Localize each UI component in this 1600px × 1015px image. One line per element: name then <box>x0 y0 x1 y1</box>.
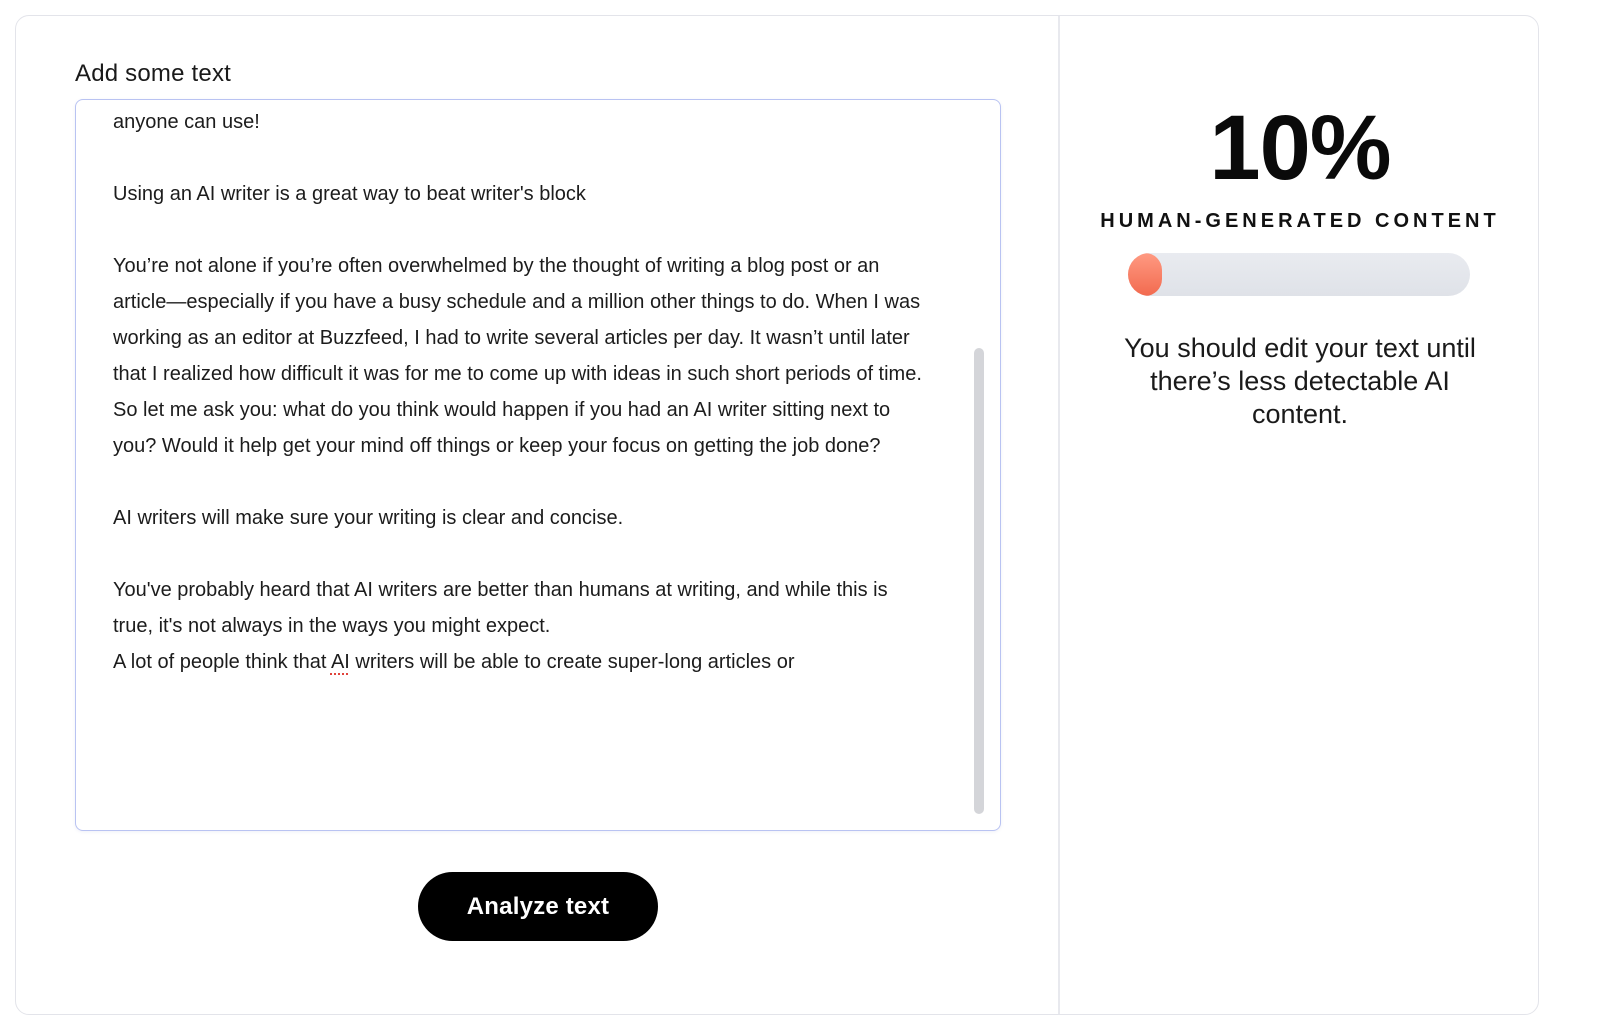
result-panel <box>1060 16 1540 1014</box>
paragraph: AI writers will make sure your writing is clear and concise. <box>113 507 624 529</box>
editor-content[interactable] <box>113 104 933 680</box>
editor-scrollbar[interactable] <box>974 348 984 814</box>
detector-card <box>15 15 1539 1015</box>
text-input-area[interactable] <box>75 99 1001 831</box>
human-score-bar-fill <box>1128 253 1162 296</box>
paragraph: You’re not alone if you’re often overwhelmed by the thought of writing a blog post or an article—especially if you have a busy schedule and a million other things to do. When I was working as an editor at Buzzfeed, I had to write several articles per day. It wasn’t until later that I realized how difficult it was for me to come up with ideas in such short periods of time. <box>113 255 926 385</box>
score-caption: HUMAN-GENERATED CONTENT <box>1100 210 1500 232</box>
paragraph-text: writers will be able to create super-long articles or <box>349 651 795 673</box>
spellcheck-flagged-word[interactable]: AI <box>330 651 350 673</box>
input-label: Add some text <box>75 60 232 87</box>
human-score-bar <box>1128 253 1470 296</box>
advice-text: You should edit your text until there’s less detectable AI content. <box>1124 333 1476 429</box>
paragraph: Using an AI writer is a great way to beat writer's block <box>113 183 586 205</box>
paragraph: You've probably heard that AI writers are better than humans at writing, and while this is true, it's not always in the ways you might expect. <box>113 579 894 637</box>
paragraph <box>113 644 933 680</box>
paragraph: So let me ask you: what do you think would happen if you had an AI writer sitting next to you? Would it help get your mind off things or keep your focus on getting the job done? <box>113 399 896 457</box>
paragraph: anyone can use! <box>113 111 260 133</box>
paragraph-text: A lot of people think that <box>113 651 331 673</box>
analyze-text-button[interactable]: Analyze text <box>418 872 658 941</box>
human-score-percent: 10% <box>1209 97 1391 199</box>
